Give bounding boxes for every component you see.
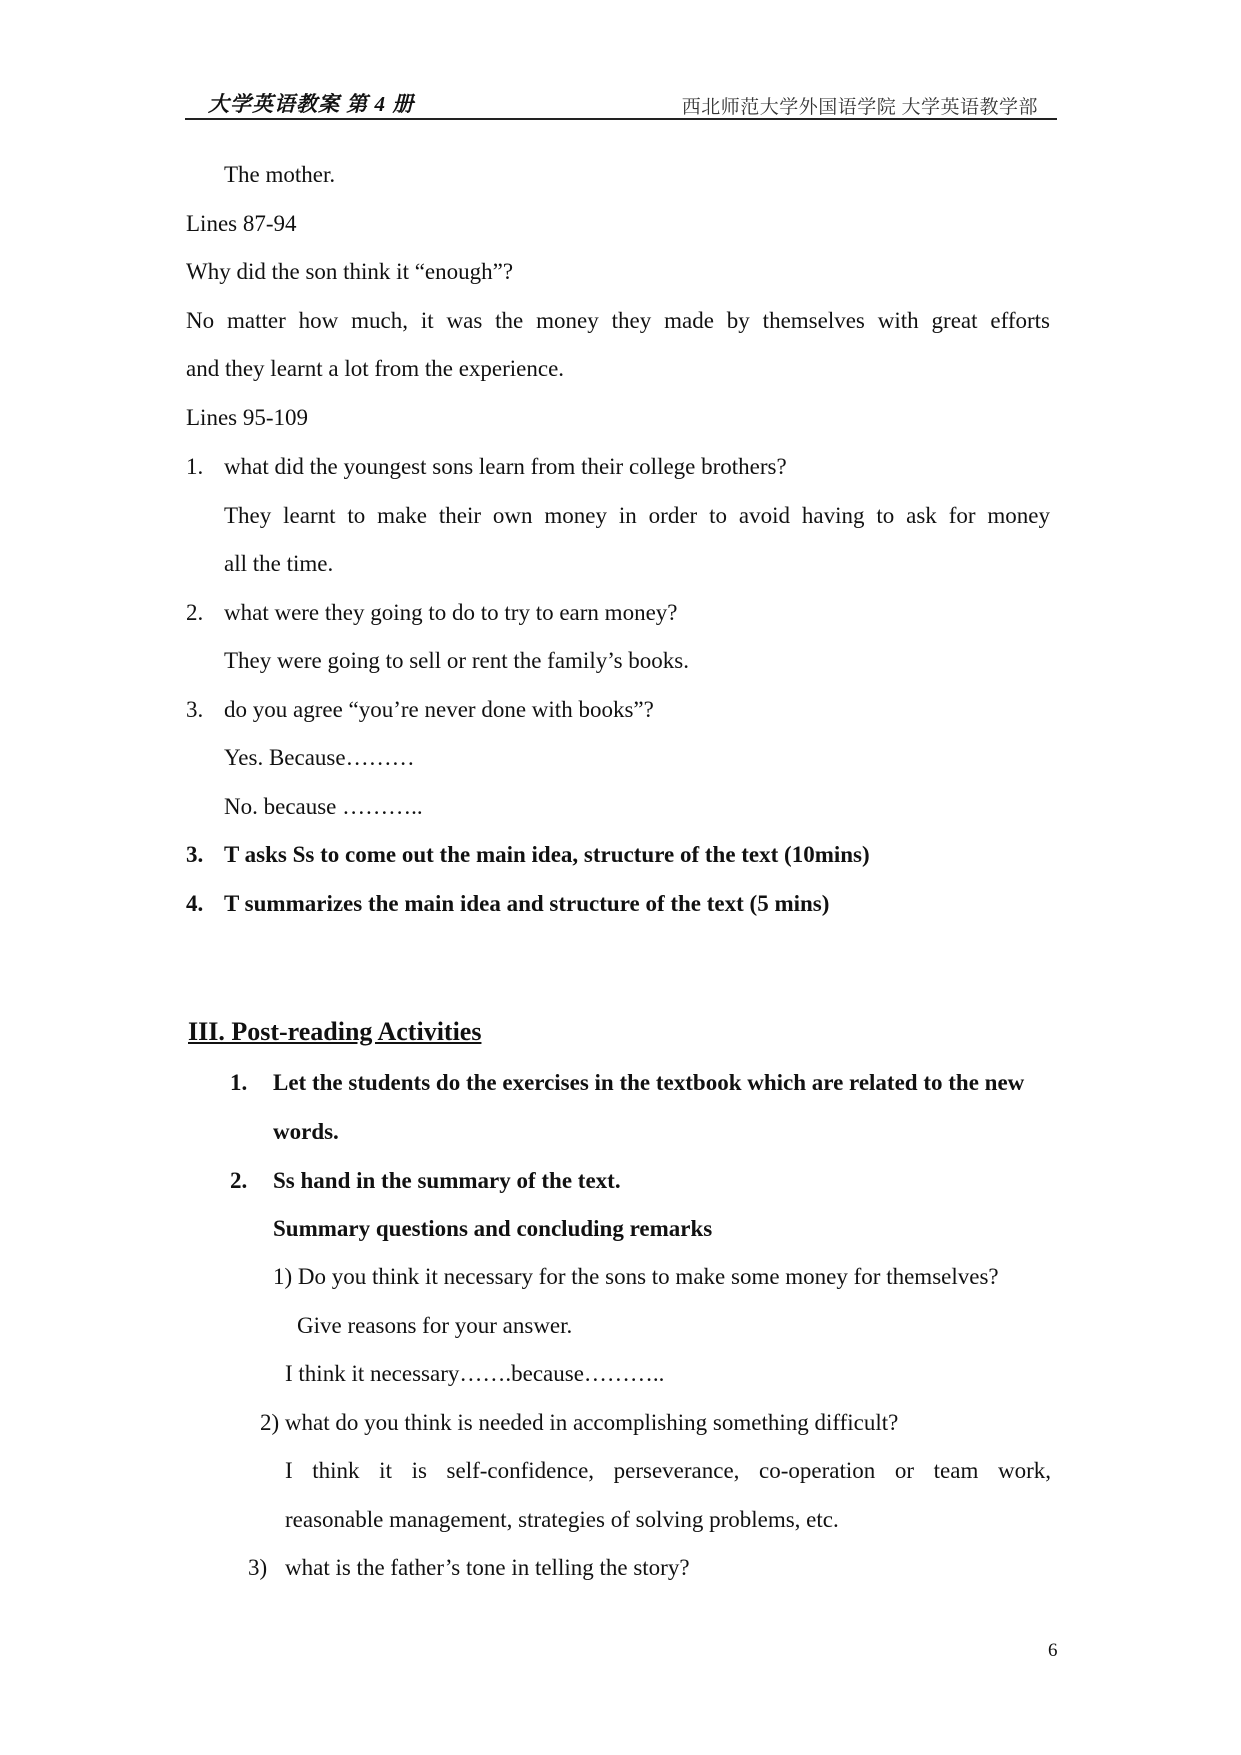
activity-text: words. — [273, 1119, 339, 1144]
step-number: 4. — [186, 891, 204, 916]
step-number: 3. — [186, 842, 204, 867]
answer-line: The mother. — [224, 162, 336, 187]
summary-answer: I think it is self-confidence, perseverance, co-operation or team work, — [285, 1458, 1051, 1483]
question-line: what were they going to do to try to earn money? — [224, 600, 678, 625]
answer-line: and they learnt a lot from the experience. — [186, 356, 565, 381]
answer-line: No matter how much, it was the money they made by themselves with great efforts — [186, 308, 1050, 333]
question-line: do you agree “you’re never done with books”? — [224, 697, 654, 722]
activity-text: Ss hand in the summary of the text. — [273, 1168, 621, 1193]
question-line: Why did the son think it “enough”? — [186, 259, 514, 284]
summary-question-number: 3) — [248, 1555, 268, 1580]
activity-number: 2. — [230, 1168, 248, 1193]
header-department: 西北师范大学外国语学院 大学英语教学部 — [681, 97, 1038, 118]
summary-question: what is the father’s tone in telling the story? — [285, 1555, 690, 1580]
summary-question: Give reasons for your answer. — [297, 1313, 573, 1338]
page-number: 6 — [1048, 1640, 1058, 1661]
summary-question: 1) Do you think it necessary for the sons to make some money for themselves? — [273, 1264, 999, 1289]
answer-line: They learnt to make their own money in order to avoid having to ask for money — [224, 503, 1050, 528]
lines-reference: Lines 95-109 — [186, 405, 309, 430]
answer-line: No. because ……….. — [224, 794, 423, 819]
summary-answer: reasonable management, strategies of solving problems, etc. — [285, 1507, 839, 1532]
list-item-number: 2. — [186, 600, 204, 625]
summary-question: 2) what do you think is needed in accomplishing something difficult? — [260, 1410, 899, 1435]
list-item-number: 3. — [186, 697, 204, 722]
summary-heading: Summary questions and concluding remarks — [273, 1216, 713, 1241]
step-text: T summarizes the main idea and structure of the text (5 mins) — [224, 891, 830, 916]
answer-line: They were going to sell or rent the family’s books. — [224, 648, 690, 673]
list-item-number: 1. — [186, 454, 204, 479]
step-text: T asks Ss to come out the main idea, structure of the text (10mins) — [224, 842, 870, 867]
activity-text: Let the students do the exercises in the textbook which are related to the new — [273, 1070, 1025, 1095]
section-heading: III. Post-reading Activities — [188, 1017, 482, 1046]
activity-number: 1. — [230, 1070, 248, 1095]
answer-line: all the time. — [224, 551, 334, 576]
question-line: what did the youngest sons learn from their college brothers? — [224, 454, 787, 479]
header-course-title: 大学英语教案 第 4 册 — [208, 92, 415, 116]
lines-reference: Lines 87-94 — [186, 211, 297, 236]
answer-line: Yes. Because……… — [224, 745, 415, 770]
summary-answer: I think it necessary…….because……….. — [285, 1361, 665, 1386]
header-divider — [185, 118, 1057, 120]
